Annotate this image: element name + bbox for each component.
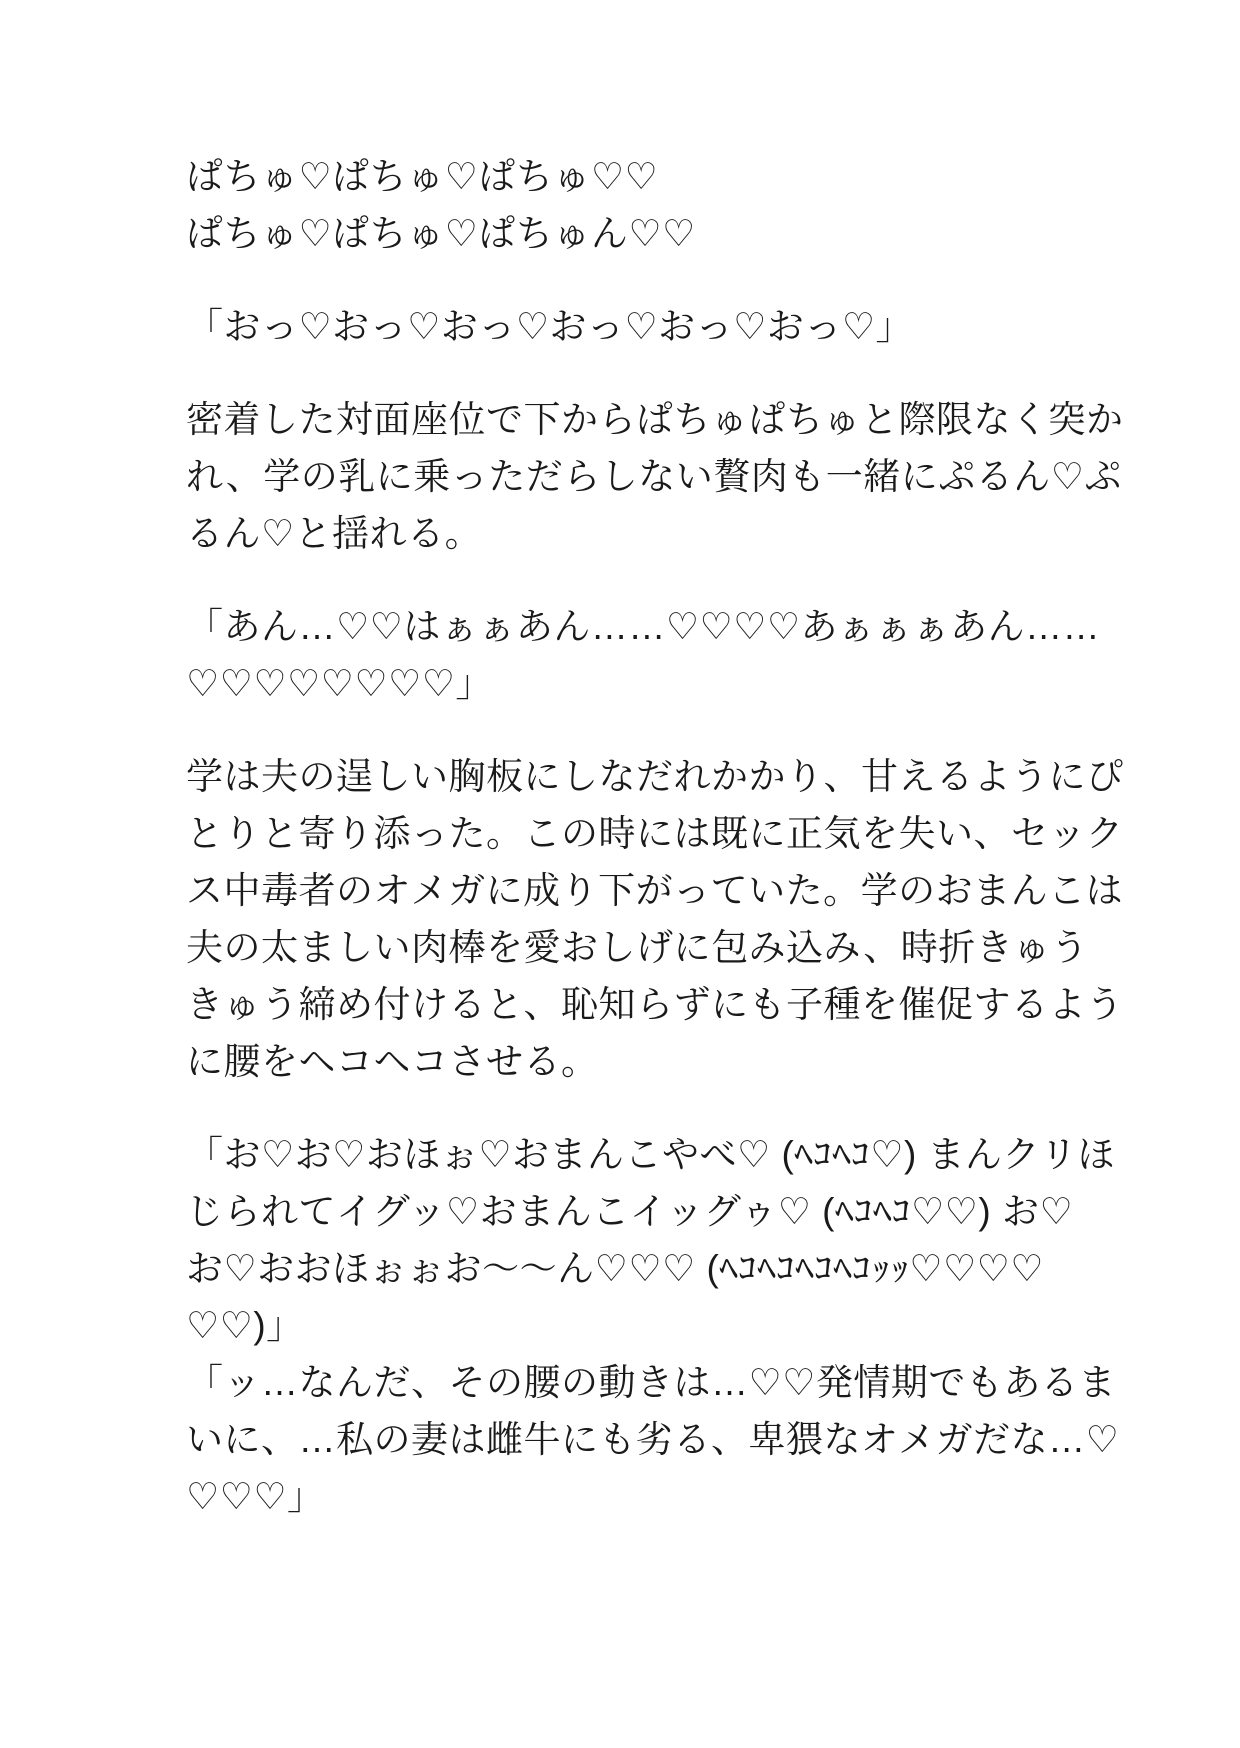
text-line: ♡♡♡」 xyxy=(186,1476,325,1517)
text-line: とりと寄り添った。この時には既に正気を失い、セック xyxy=(186,813,1124,854)
text-line: 「お♡お♡おほぉ♡おまんこやべ♡ (ﾍｺﾍｺ♡) まんクリほ xyxy=(186,1134,1116,1175)
text-line: ス中毒者のオメガに成り下がっていた。学のおまんこは xyxy=(186,870,1124,911)
paragraph xyxy=(186,148,1116,262)
text-line: 学は夫の逞しい胸板にしなだれかかり、甘えるようにぴ xyxy=(186,756,1124,797)
text-line: 夫の太ましい肉棒を愛おしげに包み込み、時折きゅう xyxy=(186,927,1089,968)
text-line: ぱちゅ♡ぱちゅ♡ぱちゅん♡♡ xyxy=(186,213,696,254)
paragraph xyxy=(186,1126,1120,1525)
text-line: 密着した対面座位で下からぱちゅぱちゅと際限なく突か xyxy=(186,399,1124,440)
text-line: じられてイグッ♡おまんこイッグゥ♡ (ﾍｺﾍｺ♡♡) お♡ xyxy=(186,1191,1074,1232)
text-line: に腰をヘコヘコさせる。 xyxy=(186,1041,599,1082)
text-line: ♡♡)」 xyxy=(186,1305,304,1346)
text-line: 「おっ♡おっ♡おっ♡おっ♡おっ♡おっ♡」 xyxy=(186,306,914,347)
text-line: いに、…私の妻は雌牛にも劣る、卑猥なオメガだな…♡ xyxy=(186,1419,1120,1460)
text-line: ♡♡♡♡♡♡♡♡」 xyxy=(186,663,493,704)
paragraph xyxy=(186,298,1116,355)
text-line: お♡おおほぉぉお〜〜ん♡♡♡ (ﾍｺﾍｺﾍｺﾍｺｯｯ♡♡♡♡ xyxy=(186,1248,1044,1289)
text-line: 「ッ…なんだ、その腰の動きは…♡♡発情期でもあるま xyxy=(186,1362,1116,1403)
paragraph xyxy=(186,598,1116,712)
text-line: きゅう締め付けると、恥知らずにも子種を催促するよう xyxy=(186,984,1124,1025)
paragraph xyxy=(186,748,1124,1090)
novel-text-body xyxy=(186,148,1124,1525)
paragraph xyxy=(186,391,1124,562)
text-line: れ、学の乳に乗っただらしない贅肉も一緒にぷるん♡ぷ xyxy=(186,456,1122,497)
text-line: るん♡と揺れる。 xyxy=(186,513,483,554)
text-line: 「あん…♡♡はぁぁあん……♡♡♡♡あぁぁぁあん…… xyxy=(186,606,1101,647)
text-line: ぱちゅ♡ぱちゅ♡ぱちゅ♡♡ xyxy=(186,156,659,197)
